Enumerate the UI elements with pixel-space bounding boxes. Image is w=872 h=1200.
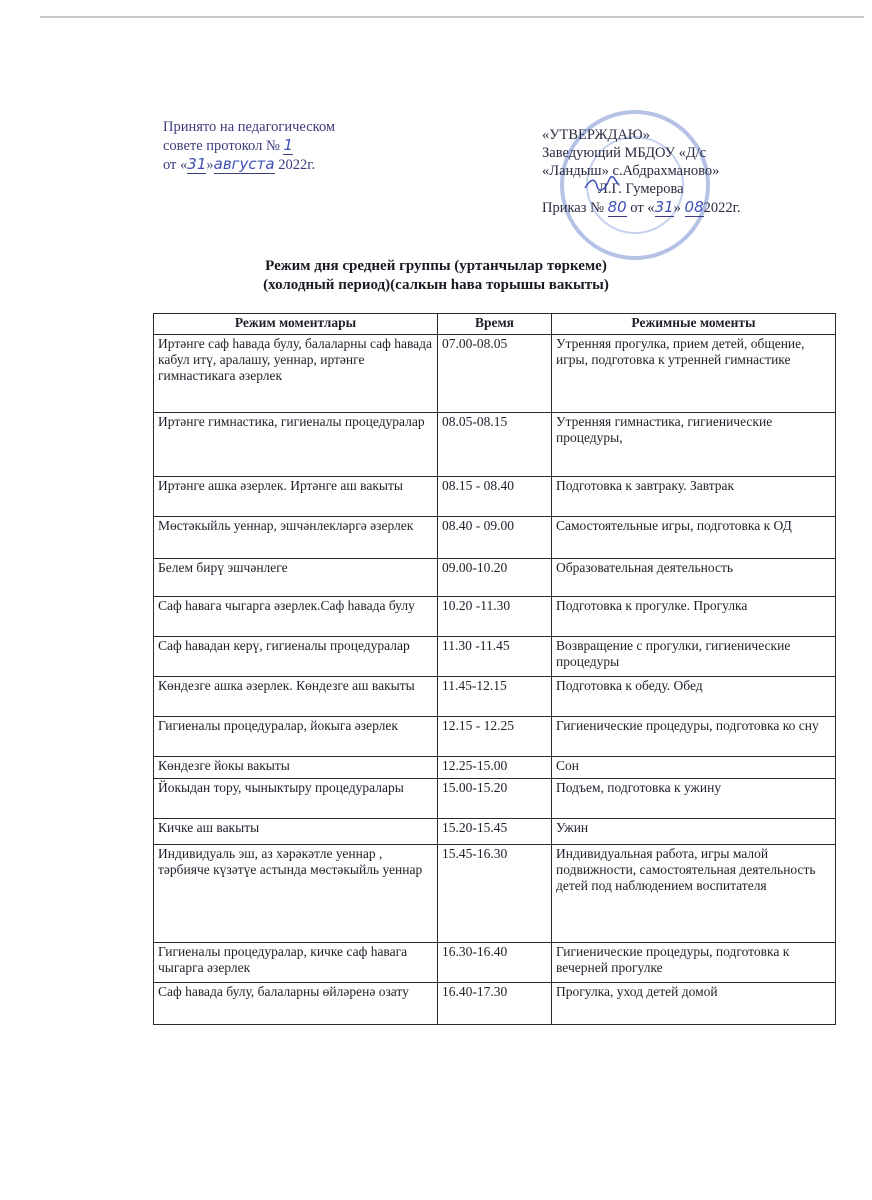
cell-time: 11.30 -11.45 [438, 637, 552, 677]
cell-time: 08.05-08.15 [438, 413, 552, 477]
header-moments-tt: Режим моментлары [154, 314, 438, 335]
cell-tt: Йокыдан тору, чыныктыру процедуралары [154, 779, 438, 819]
cell-tt: Гигиеналы процедуралар, кичке саф һавага чыгарга әзерлек [154, 943, 438, 983]
order-day: 31 [654, 198, 674, 216]
cell-time: 09.00-10.20 [438, 559, 552, 597]
cell-ru: Сон [552, 757, 836, 779]
cell-tt: Гигиеналы процедуралар, йокыга әзерлек [154, 717, 438, 757]
head-name: Л.Г. Гумерова [598, 181, 684, 197]
title-line-1: Режим дня средней группы (уртанчылар төркеме) [265, 258, 607, 274]
date-month: августа [213, 155, 275, 173]
date-line: от «31»августа 2022г. [163, 155, 316, 173]
table-row [154, 943, 836, 983]
cell-ru: Гигиенические процедуры, подготовка ко сну [552, 717, 836, 757]
cell-tt: Саф һавадан керү, гигиеналы процедуралар [154, 637, 438, 677]
header-moments-ru: Режимные моменты [552, 314, 836, 335]
cell-tt: Көндезге йокы вакыты [154, 757, 438, 779]
order-month: 08 [684, 198, 704, 216]
table-row [154, 559, 836, 597]
table-row [154, 819, 836, 845]
cell-tt: Индивидуаль эш, аз хәрәкәтле уеннар , тәрбияче күзәтүе астында мөстәкыйль уеннар [154, 845, 438, 943]
cell-ru: Подготовка к обеду. Обед [552, 677, 836, 717]
cell-ru: Самостоятельные игры, подготовка к ОД [552, 517, 836, 559]
cell-time: 15.00-15.20 [438, 779, 552, 819]
organization-name: «Ландыш» с.Абдрахманово» [542, 163, 720, 179]
cell-ru: Подготовка к завтраку. Завтрак [552, 477, 836, 517]
table-row [154, 983, 836, 1025]
cell-time: 10.20 -11.30 [438, 597, 552, 637]
cell-tt: Мөстәкыйль уеннар, эшчәнлекләргә әзерлек [154, 517, 438, 559]
approve-heading: «УТВЕРЖДАЮ» [542, 127, 650, 143]
document-title [0, 257, 872, 295]
table-row [154, 677, 836, 717]
cell-ru: Утренняя прогулка, прием детей, общение, игры, подготовка к утренней гимнастике [552, 335, 836, 413]
cell-tt: Белем бирү эшчәнлеге [154, 559, 438, 597]
cell-tt: Көндезге ашка әзерлек. Көндезге аш вакыты [154, 677, 438, 717]
cell-time: 08.15 - 08.40 [438, 477, 552, 517]
cell-ru: Ужин [552, 819, 836, 845]
cell-time: 11.45-12.15 [438, 677, 552, 717]
table-row [154, 477, 836, 517]
cell-tt: Иртәнге гимнастика, гигиеналы процедуралар [154, 413, 438, 477]
cell-tt: Иртәнге саф һавада булу, балаларны саф һавада кабул итү, аралашу, уеннар, иртәнге гимнастикага әзерлек [154, 335, 438, 413]
cell-time: 07.00-08.05 [438, 335, 552, 413]
cell-ru: Утренняя гимнастика, гигиенические процедуры, [552, 413, 836, 477]
cell-ru: Подготовка к прогулке. Прогулка [552, 597, 836, 637]
cell-time: 12.15 - 12.25 [438, 717, 552, 757]
cell-ru: Подъем, подготовка к ужину [552, 779, 836, 819]
table-row [154, 637, 836, 677]
signature-mark [583, 176, 621, 192]
table-row [154, 779, 836, 819]
table-row [154, 717, 836, 757]
head-position: Заведующий МБДОУ «Д/с [542, 145, 707, 161]
cell-tt: Саф һавада булу, балаларны өйләренә озату [154, 983, 438, 1025]
schedule-table [153, 313, 836, 1025]
cell-time: 15.45-16.30 [438, 845, 552, 943]
approval-block-left [163, 118, 335, 174]
table-row [154, 413, 836, 477]
order-line: Приказ № 80 от «31» 082022г. [542, 198, 741, 216]
table-header-row [154, 314, 836, 335]
date-day: 31 [187, 155, 207, 173]
cell-ru: Прогулка, уход детей домой [552, 983, 836, 1025]
cell-ru: Возвращение с прогулки, гигиенические процедуры [552, 637, 836, 677]
cell-ru: Индивидуальная работа, игры малой подвижности, самостоятельная деятельность детей под наблюдением воспитателя [552, 845, 836, 943]
order-number: 80 [607, 198, 627, 216]
table-row [154, 845, 836, 943]
council-line: Принято на педагогическом [163, 119, 336, 135]
cell-tt: Иртәнге ашка әзерлек. Иртәнге аш вакыты [154, 477, 438, 517]
cell-tt: Саф һавага чыгарга әзерлек.Саф һавада булу [154, 597, 438, 637]
cell-time: 16.40-17.30 [438, 983, 552, 1025]
table-row [154, 335, 836, 413]
cell-time: 16.30-16.40 [438, 943, 552, 983]
cell-time: 15.20-15.45 [438, 819, 552, 845]
table-row [154, 597, 836, 637]
cell-tt: Кичке аш вакыты [154, 819, 438, 845]
protocol-number: 1 [283, 136, 293, 154]
protocol-line: совете протокол № 1 [163, 136, 293, 154]
cell-ru: Гигиенические процедуры, подготовка к вечерней прогулке [552, 943, 836, 983]
table-row [154, 517, 836, 559]
page-edge [40, 16, 864, 18]
cell-ru: Образовательная деятельность [552, 559, 836, 597]
cell-time: 08.40 - 09.00 [438, 517, 552, 559]
title-line-2: (холодный период)(салкын һава торышы вакыты) [263, 277, 609, 293]
approval-block-right [542, 126, 741, 217]
header-time: Время [438, 314, 552, 335]
table-row [154, 757, 836, 779]
cell-time: 12.25-15.00 [438, 757, 552, 779]
